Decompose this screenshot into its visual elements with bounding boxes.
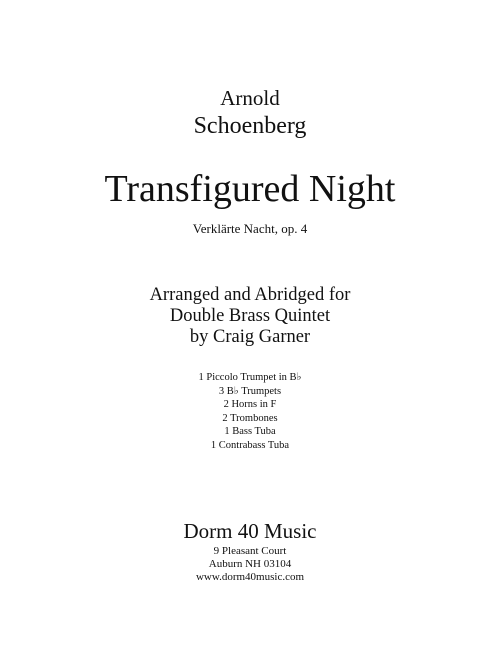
instrument-item: 3 B♭ Trumpets xyxy=(218,385,282,397)
instrument-item: 1 Contrabass Tuba xyxy=(210,439,290,451)
arranger-credit: by Craig Garner xyxy=(189,327,311,347)
work-title: Transfigured Night xyxy=(104,168,396,210)
publisher-website: www.dorm40music.com xyxy=(195,571,305,583)
instrument-item: 1 Piccolo Trumpet in B♭ xyxy=(198,372,302,383)
publisher-street: 9 Pleasant Court xyxy=(213,545,287,557)
instrument-item: 2 Horns in F xyxy=(223,399,277,411)
instrument-item: 2 Trombones xyxy=(222,412,278,424)
publisher-city: Auburn NH 03104 xyxy=(208,558,292,570)
publisher-name: Dorm 40 Music xyxy=(183,519,317,543)
composer-first-name: Arnold xyxy=(220,86,280,110)
composer-last-name: Schoenberg xyxy=(193,113,307,139)
arrangement-line-2: Double Brass Quintet xyxy=(169,306,331,326)
instrumentation-list xyxy=(0,371,500,453)
arrangement-line-1: Arranged and Abridged for xyxy=(149,285,351,305)
work-subtitle: Verklärte Nacht, op. 4 xyxy=(192,221,308,236)
instrument-item: 1 Bass Tuba xyxy=(224,426,276,438)
